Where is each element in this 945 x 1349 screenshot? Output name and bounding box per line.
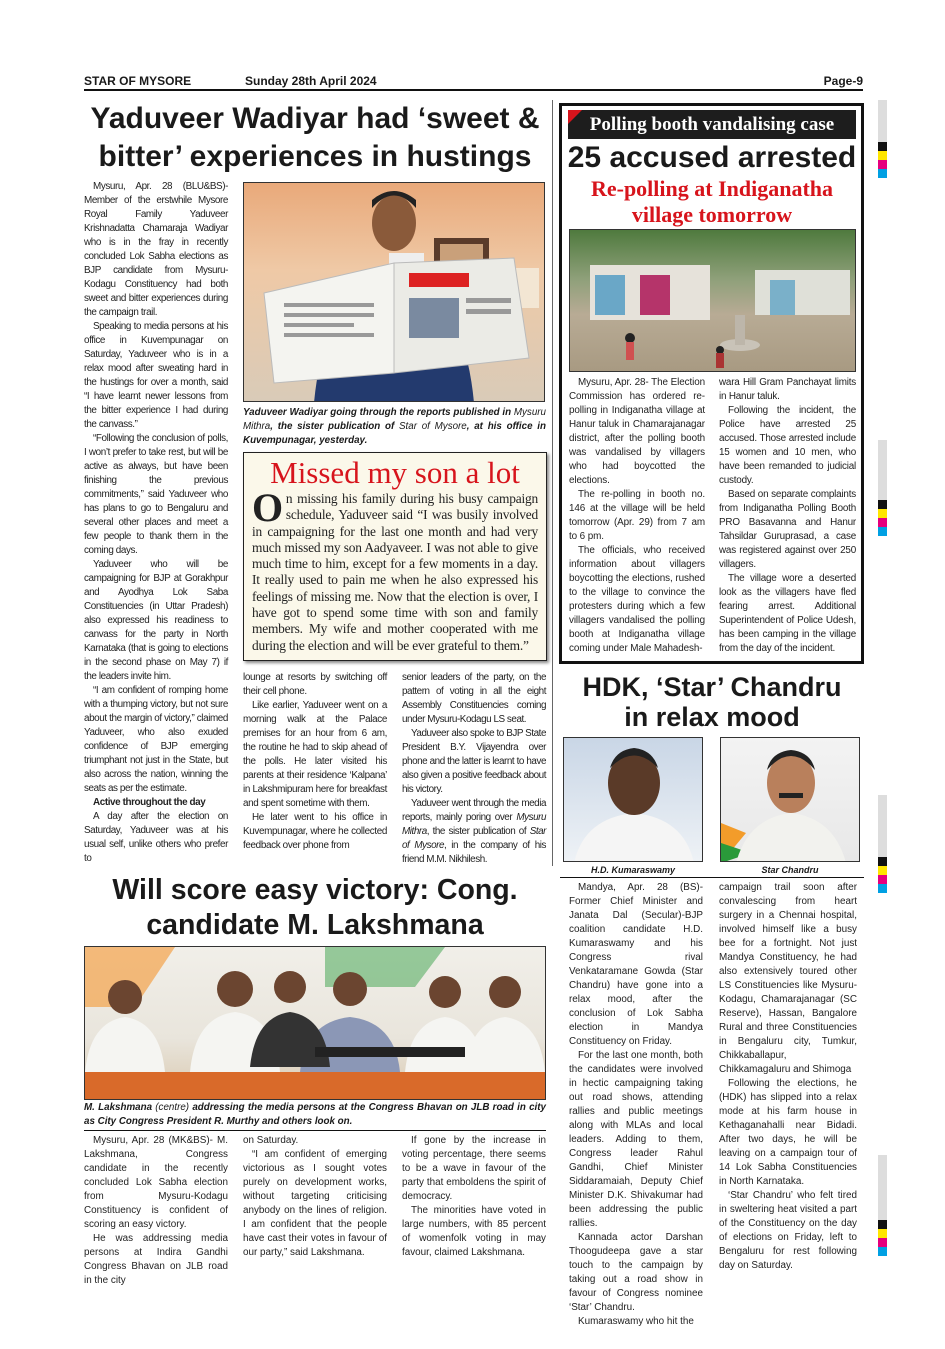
paragraph: He was addressing media persons at Indira Gandhi Congress Bhavan on JLB road in the city bbox=[84, 1233, 228, 1286]
color-swatch bbox=[878, 527, 887, 536]
color-swatch bbox=[878, 142, 887, 151]
column-divider bbox=[552, 100, 553, 866]
text-run: Yaduveer went through the media reports, mainly poring over bbox=[402, 798, 546, 823]
headline-text: Yaduveer Wadiyar had ‘sweet & bbox=[90, 102, 540, 135]
paragraph: Mysuru, Apr. 28- The Election Commission has ordered re-polling in Indiganatha village at Hanur taluk in Chamarajanagar district, after the polling booth was vandalised by villagers who had boycotted the elections. bbox=[569, 377, 705, 486]
box-text bbox=[252, 485, 538, 654]
headline-line bbox=[84, 138, 546, 176]
paragraph: on Saturday. bbox=[243, 1135, 299, 1146]
caption-star-chandru: Star Chandru bbox=[761, 865, 819, 875]
paragraph: The officials, who received information about villagers boycotting the elections, rushed to the village to convince the protesters during which a few villagers vandalised the polling booth at Indiganatha village coming under Male Mahadesh- bbox=[569, 545, 705, 654]
kicker-text: Polling booth vandalising case bbox=[589, 114, 835, 135]
paragraph: senior leaders of the party, on the pattern of voting in all the eight Assembly Constituencies coming under Mysuru-Kodagu LS seat. bbox=[402, 672, 546, 725]
headline-line bbox=[559, 672, 865, 702]
caption-text: , the sister publication of bbox=[270, 421, 400, 432]
paragraph: He later went to his office in Kuvempunagar, where he collected feedback over phone from bbox=[243, 812, 387, 851]
color-swatch bbox=[878, 866, 887, 875]
headline-yaduveer bbox=[84, 100, 546, 176]
headline-text: 25 accused arrested bbox=[567, 141, 857, 174]
subhead-line bbox=[566, 202, 858, 228]
caption-text: addressing the media persons at the Congress Bhavan on JLB road in city as City Congress President R. Murthy and others look on. bbox=[84, 1102, 546, 1127]
color-swatch bbox=[878, 1238, 887, 1247]
paragraph: “Following the conclusion of polls, I won’t prefer to take rest, but will be active as always, but have been finishing the previous commitments,” said Yaduveer who has plans to go to Bengaluru and several other places and meet a few people to thank them in the coming days. bbox=[84, 433, 228, 556]
paragraph: Speaking to media persons at his office in Kuvempunagar on Saturday, Yaduveer who is in a relax mood after sweating hard in the hustings for over a month, said “I have learnt newer lessons from the bitter experience I had during the canvass.” bbox=[84, 321, 228, 430]
color-swatch bbox=[878, 509, 887, 518]
paragraph: Following the elections, he (HDK) has slipped into a relax mode at his farm house in Kethaganahalli near Bidadi. After two days, he will be leaving on a campaign tour of 14 Lok Sabha Constituencies in North Karnataka. bbox=[719, 1078, 857, 1187]
paragraph: wara Hill Gram Panchayat limits in Hanur taluk. bbox=[719, 377, 856, 402]
paragraph: Mysuru, Apr. 28 (BLU&BS)- Member of the erstwhile Mysore Royal Family Yaduveer Krishnadatta Chamaraja Wadiyar who is in the fray in recently concluded Lok Sabha elections as BJP candidate from Mysuru-Kodagu Constituency had both sweet and bitter experiences during the campaign trail. bbox=[84, 181, 228, 318]
lakshmana-col-3 bbox=[402, 1134, 546, 1260]
box-title-text: Missed my son a lot bbox=[270, 455, 520, 490]
subhead-line bbox=[566, 176, 858, 202]
text-run: , the sister publication of bbox=[426, 826, 530, 837]
headline-line bbox=[84, 873, 546, 908]
paragraph: The village wore a deserted look as the villagers have fled fearing arrest. Additional Superintendent of Police Udesh, has been camping in the village from the day of the incident. bbox=[719, 573, 856, 654]
headline-text: bitter’ experiences in hustings bbox=[98, 140, 532, 173]
box-title-wrap bbox=[252, 455, 538, 491]
photo-illustration bbox=[570, 230, 856, 372]
registration-bar bbox=[878, 795, 887, 857]
paragraph: campaign trail soon after convalescing from heart surgery in a Chennai hospital, involved himself like a busy bee for a fortnight. Not just Mandya Constituency, he had also extensively toured other LS Constituencies like Mysuru-Kodagu, Chamarajanagar (SC Reserve), Hassan, Bangalore Rural and three Constituencies in Bengaluru city, Tumkur, Chikkaballapur, Chikkamagaluru and Shimoga bbox=[719, 882, 857, 1075]
text-run: , in the company of his friend M.M. Nikhilesh. bbox=[402, 840, 546, 865]
paragraph: For the last one month, both the candidates were involved in hectic campaigning taking out road shows, attending rallies and public meetings along with MLAs and local leaders. Adding to them, Congress leader Rahul Gandhi, Chief Minister Siddaramaiah, Deputy Chief Minister D.K. Shivakumar had been addressing the public rallies. bbox=[569, 1050, 703, 1229]
caption-yaduveer bbox=[243, 406, 546, 448]
drop-cap: O bbox=[252, 485, 283, 530]
headline-hdk bbox=[559, 672, 865, 732]
caption-text: Yaduveer Wadiyar going through the reports published in bbox=[243, 407, 514, 418]
polling-col-1 bbox=[569, 376, 705, 656]
color-swatch bbox=[878, 169, 887, 178]
paragraph: The re-polling in booth no. 146 at the village will be held tomorrow (Apr. 29) from 7 am to 6 pm. bbox=[569, 489, 705, 542]
lakshmana-col-1 bbox=[84, 1134, 228, 1288]
photo-lakshmana-press-meet bbox=[84, 946, 546, 1100]
paper-name: STAR OF MYSORE bbox=[84, 74, 192, 88]
paragraph: Like earlier, Yaduveer went on a morning walk at the Palace premises for an hour from 6 am, the routine he had to skip ahead of the polls. He later visited his parents at their residence ‘Kalpana’ in Lakshmipuram here for breakfast and spent sometime with them. bbox=[243, 700, 387, 809]
hdk-col-2 bbox=[719, 881, 857, 1273]
color-swatch bbox=[878, 1229, 887, 1238]
color-swatch bbox=[878, 160, 887, 169]
subhead-text: Re-polling at Indiganatha bbox=[590, 176, 834, 201]
box-missed-my-son bbox=[243, 452, 547, 661]
header-rule bbox=[84, 89, 863, 91]
paragraph: “I am confident of emerging victorious as I sought votes purely on development works, without targeting criticising anybody on the lines of religion. I am confident that the people have cast their votes in favour of our party,” said Lakshmana. bbox=[243, 1149, 387, 1258]
paragraph: Kannada actor Darshan Thoogudeepa gave a star touch to the campaign by taking out a road show in favour of Congress nominee ‘Star’ Chandru. bbox=[569, 1232, 703, 1313]
headline-text: in relax mood bbox=[624, 702, 800, 732]
paragraph: Kumaraswamy who hit the bbox=[578, 1316, 694, 1327]
headline-text: HDK, ‘Star’ Chandru bbox=[582, 672, 842, 702]
headline-text: Will score easy victory: Cong. bbox=[112, 874, 518, 906]
yaduveer-col-3 bbox=[402, 671, 546, 867]
paragraph: ‘Star Chandru’ who felt tired in sweltering heat visited a part of the Constituency on the day of elections on Friday, left to Bengaluru for rest following day on Saturday. bbox=[719, 1190, 857, 1271]
paragraph: Following the incident, the Police have arrested 25 accused. Those arrested include 15 women and 10 men, who have been remanded to judicial custody. bbox=[719, 405, 856, 486]
color-swatch bbox=[878, 500, 887, 509]
hdk-col-1 bbox=[569, 881, 703, 1329]
box-title bbox=[252, 455, 538, 491]
lakshmana-col-2 bbox=[243, 1134, 387, 1260]
text-run: Star of Mysore bbox=[402, 826, 546, 851]
photo-star-chandru bbox=[720, 737, 860, 862]
headline-polling bbox=[566, 140, 858, 176]
registration-bar bbox=[878, 440, 887, 500]
headline-line bbox=[566, 140, 858, 176]
caption-text: Mysuru Mithra bbox=[243, 407, 546, 432]
caption-text: (centre) bbox=[155, 1102, 190, 1113]
photo-illustration bbox=[564, 738, 703, 862]
caption-text: Star of Mysore bbox=[399, 421, 467, 432]
issue-date: Sunday 28th April 2024 bbox=[245, 74, 377, 88]
caption-text: M. Lakshmana bbox=[84, 1102, 156, 1113]
color-swatch bbox=[878, 884, 887, 893]
yaduveer-col-1 bbox=[84, 180, 228, 866]
caption-rule bbox=[560, 877, 864, 878]
paragraph: The minorities have voted in large numbers, with 85 percent of womenfolk voting in may favour, claimed Lakshmana. bbox=[402, 1205, 546, 1258]
paragraph bbox=[402, 797, 546, 867]
polling-col-2 bbox=[719, 376, 856, 656]
caption-rule bbox=[84, 1130, 546, 1131]
paragraph: Mandya, Apr. 28 (BS)- Former Chief Minister and Janata Dal (Secular)-BJP coalition candidate H.D. Kumaraswamy and his Congress rival Venkataramane Gowda (Star Chandru) have gone into a relax mood, after the conclusion of Lok Sabha election in Mandya Constituency on Friday. bbox=[569, 882, 703, 1047]
color-swatch bbox=[878, 1220, 887, 1229]
kicker-polling-bar bbox=[568, 110, 856, 139]
paragraph: “I am confident of romping home with a thumping victory, but not sure about the margin of victory,” claimed Yaduveer, who also exuded confidence of BJP emerging triumphant not just in the State, but also across the nation, winning the seats as per the estimate. bbox=[84, 685, 228, 794]
color-swatch bbox=[878, 875, 887, 884]
subhead-polling bbox=[566, 176, 858, 228]
registration-bar bbox=[878, 1155, 887, 1220]
yaduveer-col-2 bbox=[243, 671, 387, 853]
text-run: Mysuru Mithra bbox=[402, 812, 546, 837]
photo-illustration bbox=[721, 738, 860, 862]
headline-lakshmana bbox=[84, 873, 546, 943]
photo-yaduveer-reading bbox=[243, 182, 545, 402]
color-swatch bbox=[878, 1247, 887, 1256]
caption-lakshmana bbox=[84, 1101, 546, 1129]
caption-kumaraswamy: H.D. Kumaraswamy bbox=[590, 865, 676, 875]
paragraph: If gone by the increase in voting percentage, there seems to be a wave in favour of the party that emboldens the spirit of democracy. bbox=[402, 1135, 546, 1202]
photo-kumaraswamy bbox=[563, 737, 703, 862]
color-swatch bbox=[878, 518, 887, 527]
subhead-text: village tomorrow bbox=[631, 202, 793, 227]
caption-text: , at his office in Kuvempunagar, yesterday. bbox=[243, 421, 546, 446]
photo-illustration bbox=[85, 947, 546, 1100]
box-body: n missing his family during his busy campaign schedule, Yaduveer said “I was busily involved in campaigning for the last one month and had very much missed my son Aadyaveer. I was not able to give much time to him, except for a few moments in a day. It really used to pain me when he also expressed his feelings of missing me. Now that the election is over, I have got to spend some time with son and family members. My wife and mother cooperated with me during the election and will be ever grateful to them.” bbox=[252, 491, 538, 653]
paragraph: Yaduveer who will be campaigning for BJP at Gorakhpur and Ayodhya Lok Saba Constituencies (in Uttar Pradesh) also expressed his readiness to canvass for the party in North Karnataka (that is going to elections in the second phase on May 7) if the leaders invite him. bbox=[84, 559, 228, 682]
photo-vandalised-booth bbox=[569, 229, 856, 372]
photo-illustration bbox=[244, 183, 545, 402]
kicker-polling bbox=[568, 110, 856, 139]
paragraph: Yaduveer also spoke to BJP State President B.Y. Vijayendra over phone and the latter is learnt to have also given a positive feedback about his victory. bbox=[402, 728, 546, 795]
paragraph: A day after the election on Saturday, Yaduveer was at his usual self, unlike others who prefer to bbox=[84, 811, 228, 864]
headline-text: candidate M. Lakshmana bbox=[146, 909, 484, 941]
red-corner-triangle bbox=[568, 110, 582, 124]
headline-line bbox=[84, 100, 546, 138]
color-swatch bbox=[878, 857, 887, 866]
subheading: Active throughout the day bbox=[93, 797, 206, 808]
headline-line bbox=[84, 908, 546, 943]
color-swatch bbox=[878, 151, 887, 160]
registration-bar bbox=[878, 100, 887, 142]
page-number: Page-9 bbox=[823, 74, 863, 88]
paragraph: lounge at resorts by switching off their cell phone. bbox=[243, 672, 387, 697]
paragraph: Based on separate complaints from Indiganatha Polling Booth PRO Basavanna and Hanur Tahsildar Guruprasad, a case was registered against over 250 villagers. bbox=[719, 489, 856, 570]
headline-line bbox=[559, 702, 865, 732]
paragraph: Mysuru, Apr. 28 (MK&BS)- M. Lakshmana, Congress candidate in the recently concluded Lok Sabha election from Mysuru-Kodagu Constituency is confident of scoring an easy victory. bbox=[84, 1135, 228, 1230]
